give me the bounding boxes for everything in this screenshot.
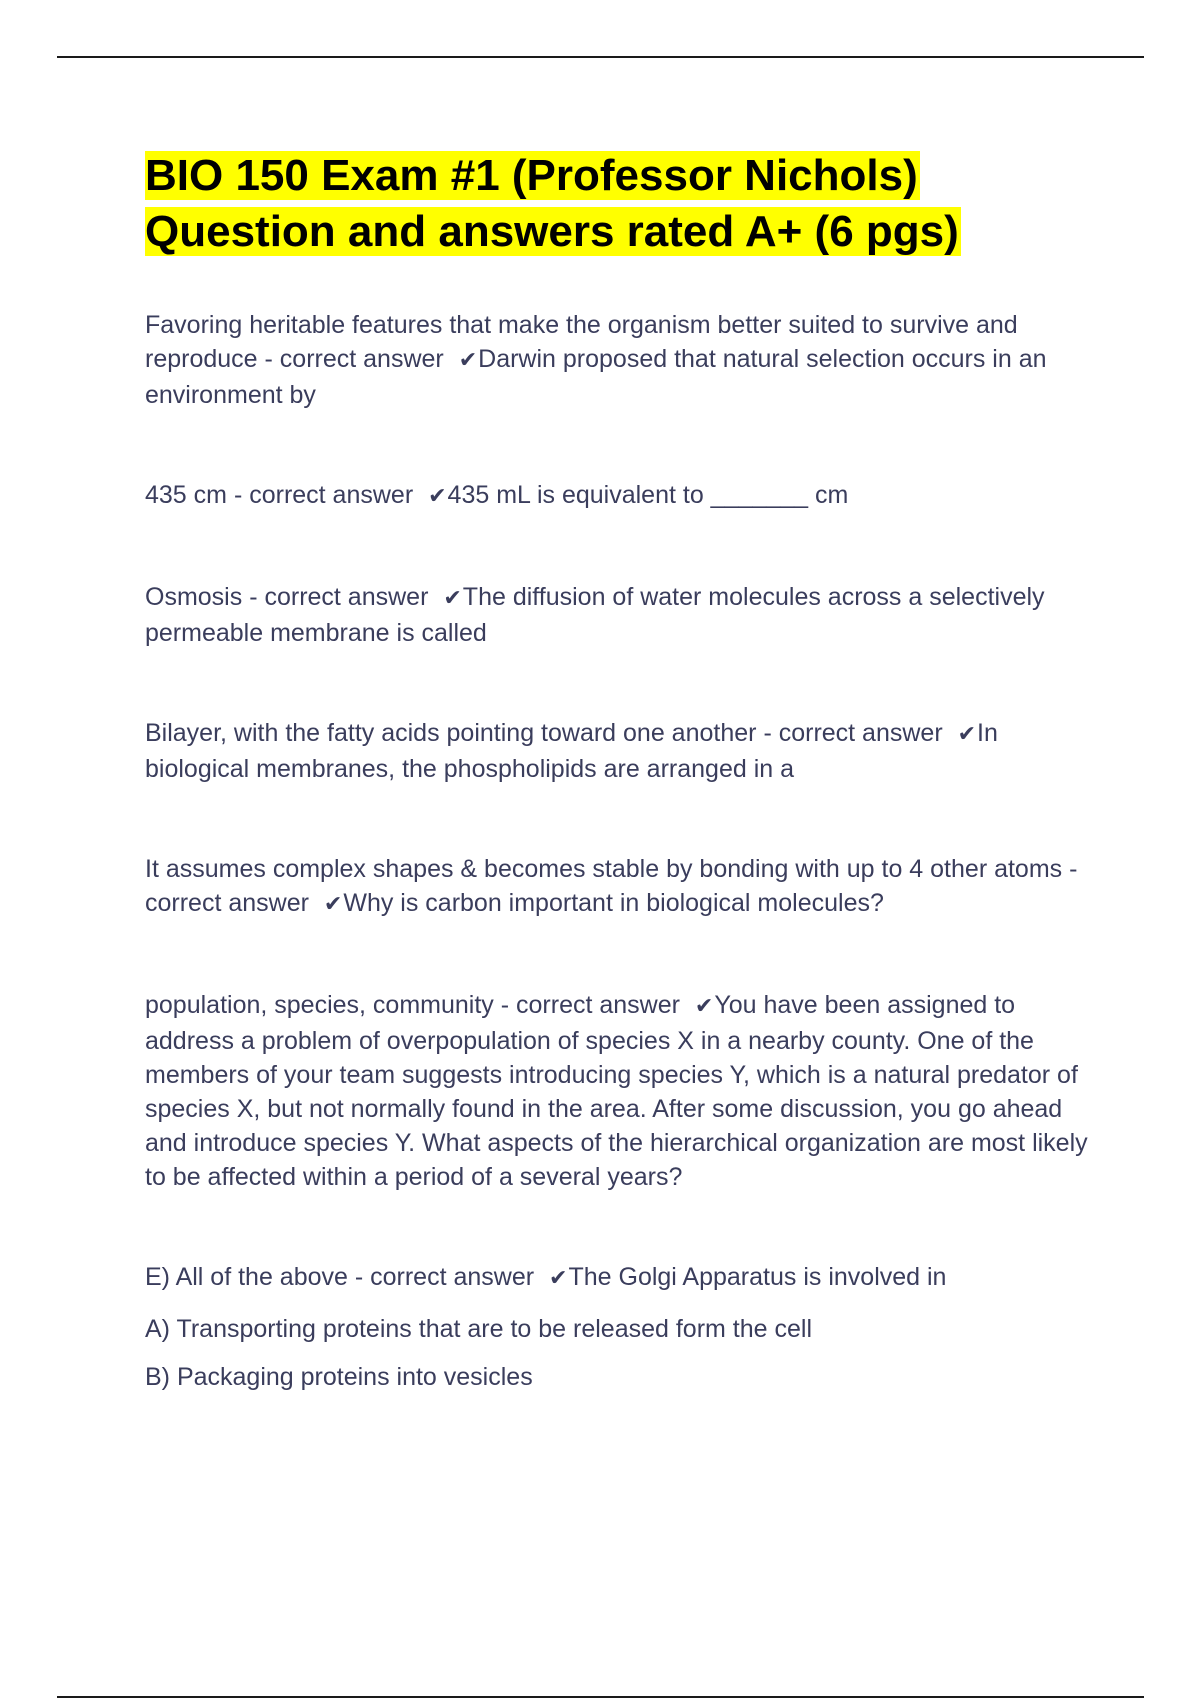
entry-answer: Favoring heritable features that make the organism better suited to survive and reproduce [145, 311, 1018, 373]
qa-entry [145, 1260, 1095, 1296]
correct-answer-marker: - correct answer [354, 1263, 535, 1291]
entry-answer: 435 cm [145, 481, 227, 509]
correct-answer-marker: - correct answer [145, 855, 1078, 917]
check-mark-icon: ✔ [458, 348, 478, 373]
answer-option-a: A) Transporting proteins that are to be released form the cell [145, 1315, 813, 1343]
qa-list [145, 308, 1095, 1394]
check-mark-icon: ✔ [549, 1266, 568, 1291]
entry-question: You have been assigned to address a problem of overpopulation of species X in a nearby county. One of the members of your team suggests introducing species Y, which is a natural predator of species X, but not normally found in the area. After some discussion, you go ahead and introduce species Y. What aspects of the hierarchical organization are most likely to be affected within a period of a several years? [145, 991, 1088, 1191]
qa-entry [145, 716, 1095, 786]
title-line-1: BIO 150 Exam #1 (Professor Nichols) [145, 151, 918, 200]
entry-answer: Bilayer, with the fatty acids pointing toward one another [145, 719, 757, 747]
entry-answer: Osmosis [145, 583, 243, 611]
qa-entry [145, 478, 1095, 514]
bottom-rule [57, 1696, 1144, 1698]
entry-answer: E) All of the above [145, 1263, 348, 1291]
check-mark-icon: ✔ [428, 484, 447, 509]
entry-question: In biological membranes, the phospholipids are arranged in a [145, 719, 998, 783]
title-line-2: Question and answers rated A+ (6 pgs) [145, 207, 959, 256]
top-rule [57, 56, 1144, 58]
correct-answer-marker: - correct answer [500, 991, 680, 1019]
check-mark-icon: ✔ [323, 892, 343, 917]
entry-question: Darwin proposed that natural selection occurs in an environment by [145, 345, 1047, 409]
check-mark-icon: ✔ [957, 722, 977, 747]
entry-question: 435 mL is equivalent to _______ cm [447, 481, 849, 509]
correct-answer-marker: - correct answer [249, 583, 429, 611]
qa-entry [145, 308, 1095, 412]
qa-entry [145, 988, 1095, 1194]
entry-question: The diffusion of water molecules across a selectively permeable membrane is called [145, 583, 1045, 647]
correct-answer-marker: - correct answer [233, 481, 414, 509]
qa-entry [145, 580, 1095, 650]
correct-answer-marker: - correct answer [264, 345, 444, 373]
entry-answer: It assumes complex shapes & becomes stable by bonding with up to 4 other atoms [145, 855, 1063, 883]
answer-option-b: B) Packaging proteins into vesicles [145, 1363, 533, 1391]
correct-answer-marker: - correct answer [763, 719, 943, 747]
entry-question: Why is carbon important in biological molecules? [343, 889, 884, 917]
entry-answer: population, species, community [145, 991, 494, 1019]
check-mark-icon: ✔ [443, 586, 462, 611]
entry-question: The Golgi Apparatus is involved in [568, 1263, 947, 1291]
page-content [145, 148, 1095, 1408]
title-highlight [145, 151, 961, 256]
qa-entry [145, 852, 1095, 922]
document-title [145, 148, 1095, 260]
check-mark-icon: ✔ [694, 994, 714, 1019]
